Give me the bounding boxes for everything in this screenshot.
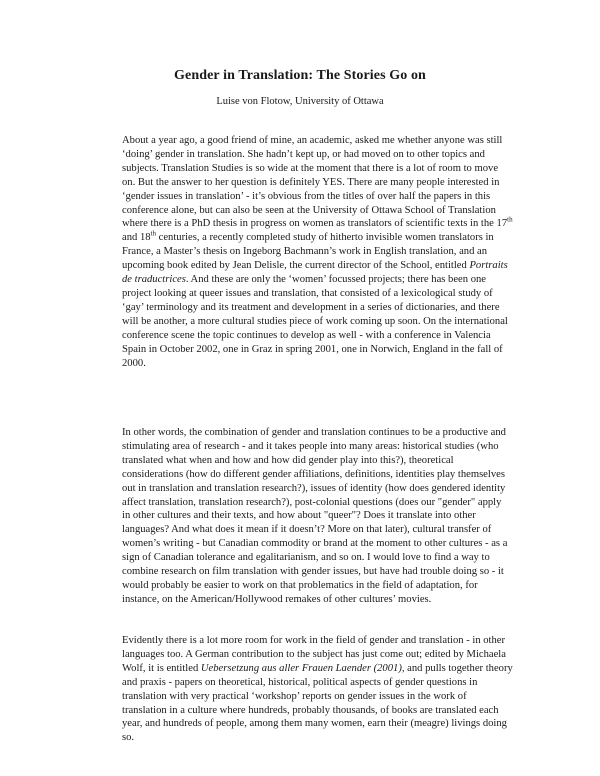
text-line: ‘doing’ gender in translation. She hadn’t kept up, or had moved on to other topics and (122, 148, 485, 160)
text-line (122, 231, 552, 245)
text-segment: Wolf, it is entitled (122, 662, 201, 674)
italic-title: Uebersetzung aus aller Frauen Laender (2001) (200, 662, 402, 674)
text-line: Evidently there is a lot more room for work in the field of gender and translation - in other (122, 635, 506, 646)
paragraph-3 (122, 634, 552, 745)
text-line: combine research on film translation with gender issues, but have had trouble doing so - it (122, 566, 504, 578)
italic-title: Portraits (469, 260, 508, 272)
text-line: year, and hundreds of people, among them many women, earn their (meagre) livings doing (122, 718, 507, 730)
text-line: conference alone, but can also be seen at the University of Ottawa School of Translation (122, 204, 496, 216)
text-line: languages too. A German contribution to the subject has just come out; edited by Michaela (122, 648, 506, 660)
text-line: so. (122, 732, 135, 744)
text-line: stimulating area of research - and it takes people into many areas: historical studies (who (122, 440, 499, 452)
text-line: women’s writing - but Canadian commodity or brand at the moment to other cultures - as a (122, 538, 508, 550)
text-segment: where there is a PhD thesis in progress on women as translators of scientific texts in the 17 (122, 218, 508, 230)
text-line: and praxis - papers on theoretical, historical, political aspects of gender questions in (122, 676, 478, 688)
italic-title: de traductrices (122, 274, 186, 286)
text-line: ‘gender issues in translation’ - it’s obvious from the titles of over half the papers in this (122, 190, 491, 202)
text-line: ‘gay’ terminology and its treatment and development in a series of dictionaries, and there (122, 301, 500, 313)
text-line (122, 217, 552, 231)
document-title: Gender in Translation: The Stories Go on (174, 68, 426, 83)
superscript: th (507, 215, 513, 224)
text-line (122, 662, 552, 676)
text-segment: . And these are only the ‘women’ focussed projects; there has been one (185, 274, 486, 286)
text-line: sign of Canadian tolerance and egalitarianism, and so on. I would love to find a way to (122, 552, 490, 564)
text-segment: upcoming book edited by Jean Delisle, the current director of the School, entitled (122, 260, 470, 272)
text-segment: and 18 (122, 232, 151, 244)
paragraph-2 (122, 426, 552, 607)
text-line (122, 273, 552, 287)
text-line: In other words, the combination of gender and translation continues to be a productive and (122, 427, 506, 438)
text-line: Spain in October 2002, one in Graz in spring 2001, one in Norwich, England in the fall of (122, 343, 503, 355)
text-line: languages? And what does it mean if it doesn’t? More on that later), cultural transfer of (122, 524, 492, 536)
text-segment: , and pulls together theory (401, 662, 513, 674)
text-line: subjects. Translation Studies is so wide at the moment that there is a lot of room to move (122, 162, 499, 174)
paragraph-1 (122, 134, 552, 370)
text-line: affect translation, translation research?), post-colonial questions (does our "gender" apply (122, 496, 502, 508)
text-line: out in translation and translation research?), issues of identity (how does gendered identity (122, 482, 506, 494)
text-line: project looking at queer issues and translation, that consisted of a lexicological study of (122, 287, 493, 299)
text-line: in other cultures and their texts, and how about "queer"? Does it translate into other (122, 510, 476, 522)
text-line: considerations (how do different gender affiliations, definitions, identities play themselves (122, 468, 505, 480)
text-segment: centuries, a recently completed study of hitherto invisible women translators in (156, 232, 494, 244)
text-line: About a year ago, a good friend of mine, an academic, asked me whether anyone was still (122, 135, 503, 146)
text-line: on. But the answer to her question is definitely YES. There are many people interested in (122, 176, 500, 188)
text-line: will be another, a more cultural studies piece of work coming up soon. On the international (122, 315, 508, 327)
text-line: translated what when and how and how did gender play into this?), theoretical (122, 454, 454, 466)
text-line: 2000. (122, 357, 146, 369)
author-line: Luise von Flotow, University of Ottawa (216, 96, 384, 107)
text-line: translation with very practical ‘workshop’ reports on gender issues in the work of (122, 690, 467, 702)
text-line: would probably be easier to work on that problematics in the field of adaptation, for (122, 579, 478, 591)
superscript: th (150, 229, 156, 238)
text-line: France, a Master’s thesis on Ingeborg Bachmann’s work in English translation, and an (122, 246, 488, 258)
text-line: translation in a culture where hundreds, probably thousands, of books are translated each (122, 704, 499, 716)
text-line (122, 259, 552, 273)
text-line: conference scene the topic continues to develop as well - with a conference in Valencia (122, 329, 491, 341)
text-line: instance, on the American/Hollywood remakes of other cultures’ movies. (122, 593, 432, 605)
